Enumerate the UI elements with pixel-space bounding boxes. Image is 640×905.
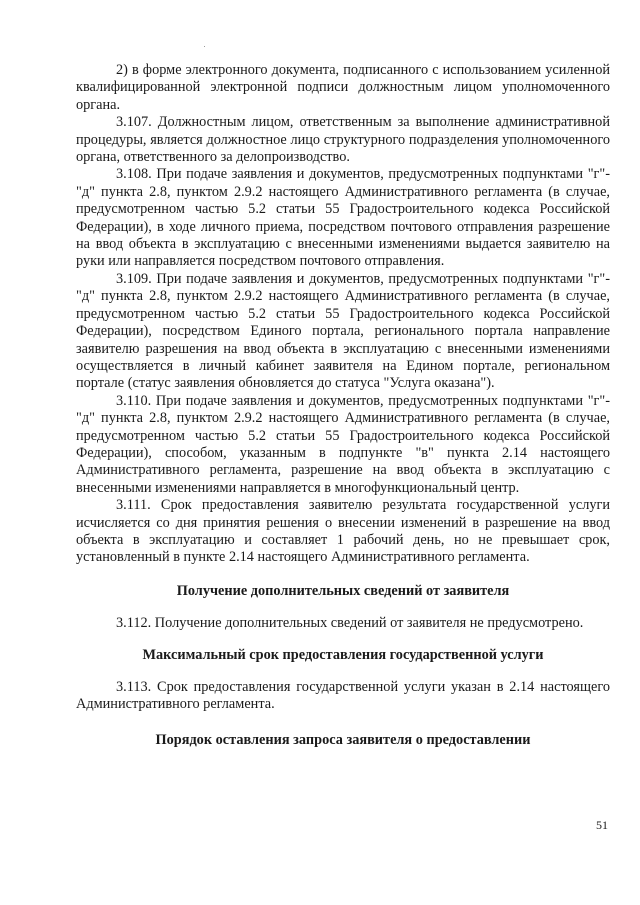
document-page (76, 62, 610, 764)
paragraph-3-113: 3.113. Срок предоставления государственной услуги указан в 2.14 настоящего Административного регламента. (76, 679, 610, 713)
section-heading-request-order: Порядок оставления запроса заявителя о предоставлении (155, 731, 531, 748)
scan-artifact (204, 46, 205, 47)
paragraph-3-108: 3.108. При подаче заявления и документов, предусмотренных подпунктами "г"-"д" пункта 2.8, пунктом 2.9.2 настоящего Административного регламента (в случае, предусмотренном частью 5.2 статьи 55 Градостроительного кодекса Российской Федерации), в ходе личного приема, посредством почтового отправления разрешение на ввод объекта в эксплуатацию с внесенными изменениями выдается заявителю на руки или направляется посредством почтового отправления. (76, 166, 610, 270)
paragraph-3-110: 3.110. При подаче заявления и документов, предусмотренных подпунктами "г"-"д" пункта 2.8, пунктом 2.9.2 настоящего Административного регламента (в случае, предусмотренном частью 5.2 статьи 55 Градостроительного кодекса Российской Федерации), способом, указанным в подпункте "в" пункта 2.14 настоящего Административного регламента, разрешение на ввод объекта в эксплуатацию с внесенными изменениями направляется в многофункциональный центр. (76, 392, 610, 496)
paragraph-3-109: 3.109. При подаче заявления и документов, предусмотренных подпунктами "г"-"д" пункта 2.8, пунктом 2.9.2 настоящего Административного регламента (в случае, предусмотренном частью 5.2 статьи 55 Градостроительного кодекса Российской Федерации), посредством Единого портала, регионального портала направление заявителю разрешения на ввод объекта в эксплуатацию с внесенными изменениями осуществляется в личный кабинет заявителя на Едином портале, региональном портале (статус заявления обновляется до статуса "Услуга оказана"). (76, 270, 610, 392)
paragraph-3-112: 3.112. Получение дополнительных сведений от заявителя не предусмотрено. (116, 615, 584, 632)
section-heading-additional-info: Получение дополнительных сведений от заявителя (176, 582, 510, 599)
paragraph-3-107: 3.107. Должностным лицом, ответственным за выполнение административной процедуры, является должностное лицо структурного подразделения уполномоченного органа, ответственного за делопроизводство. (76, 114, 610, 166)
paragraph-3-111: 3.111. Срок предоставления заявителю результата государственной услуги исчисляется со дня принятия решения о внесении изменений в разрешение на ввод объекта в эксплуатацию и составляет 1 рабочий день, но не превышает срок, установленный в пункте 2.14 настоящего Административного регламента. (76, 497, 610, 566)
section-heading-max-term: Максимальный срок предоставления государственной услуги (142, 646, 544, 663)
page-number: 51 (596, 818, 608, 832)
paragraph-item-2: 2) в форме электронного документа, подписанного с использованием усиленной квалифицированной электронной подписи должностным лицом уполномоченного органа. (76, 62, 610, 113)
